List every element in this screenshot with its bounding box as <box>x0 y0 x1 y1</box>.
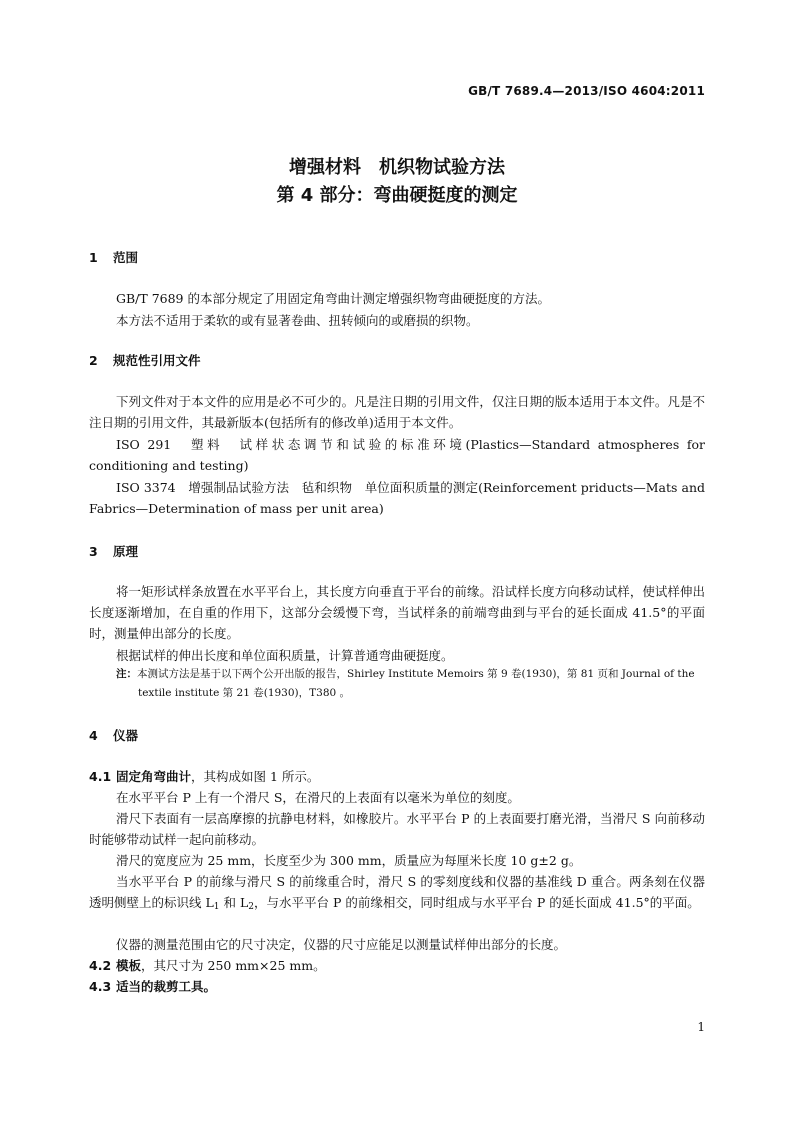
note-label: 注： <box>116 668 137 680</box>
page-number: 1 <box>697 1020 705 1034</box>
section-1-para-1: GB/T 7689 的本部分规定了用固定角弯曲计测定增强织物弯曲硬挺度的方法。 <box>116 291 550 306</box>
section-4-heading: 4 仪器 <box>89 728 139 743</box>
section-3-note: 注：本测试方法是基于以下两个公开出版的报告，Shirley Institute Memoirs 第 9 卷(1930)，第 81 页和 Journal of the textile institute 第 21 卷(1930)，T380 。 <box>116 668 695 699</box>
clause-4-1: 4.1 固定角弯曲计，其构成如图 1 所示。 <box>89 769 320 784</box>
section-2-heading: 2 规范性引用文件 <box>89 353 201 368</box>
clause-4-1-para-5: 仪器的测量范围由它的尺寸决定，仪器的尺寸应能足以测量试样伸出部分的长度。 <box>116 937 567 952</box>
clause-4-3: 4.3 适当的裁剪工具。 <box>89 979 217 994</box>
section-3-heading: 3 原理 <box>89 544 139 559</box>
section-2-ref-iso3374: ISO 3374 增强制品试验方法 毡和织物 单位面积质量的测定(Reinforcement priducts—Mats and Fabrics—Determination of mass per unit area) <box>89 480 705 516</box>
section-2-ref-iso291: ISO 291 塑料 试样状态调节和试验的标准环境(Plastics—Standard atmospheres for conditioning and testing) <box>89 437 705 473</box>
standard-code: GB/T 7689.4—2013/ISO 4604:2011 <box>468 84 705 98</box>
section-3-para-1: 将一矩形试样条放置在水平平台上，其长度方向垂直于平台的前缘。沿试样长度方向移动试样，使试样伸出长度逐渐增加，在自重的作用下，这部分会缓慢下弯，当试样条的前端弯曲到与平台的延长面成 41.5°的平面时，测量伸出部分的长度。 <box>89 584 705 641</box>
clause-4-1-para-4: 当水平平台 P 的前缘与滑尺 S 的前缘重合时，滑尺 S 的零刻度线和仪器的基准线 D 重合。两条刻在仪器透明侧壁上的标识线 $L_1$ 和 $L_2$，与水平平台 P 的前缘相交，同时组成与水平平台 P 的延长面成 41.5°的平面。 <box>89 874 705 912</box>
document-title-line1: 增强材料 机织物试验方法 <box>289 157 505 178</box>
document-title-line2: 第 4 部分：弯曲硬挺度的测定 <box>276 185 518 206</box>
clause-4-1-para-3: 滑尺的宽度应为 25 mm，长度至少为 300 mm，质量应为每厘米长度 10 g±2 g。 <box>116 853 582 868</box>
section-2-para-1: 下列文件对于本文件的应用是必不可少的。凡是注日期的引用文件，仅注日期的版本适用于本文件。凡是不注日期的引用文件，其最新版本(包括所有的修改单)适用于本文件。 <box>89 394 705 430</box>
section-3-para-2: 根据试样的伸出长度和单位面积质量，计算普通弯曲硬挺度。 <box>116 648 454 663</box>
section-1-heading: 1 范围 <box>89 250 139 265</box>
clause-4-1-para-2: 滑尺下表面有一层高摩擦的抗静电材料，如橡胶片。水平平台 P 的上表面要打磨光滑，当滑尺 S 向前移动时能够带动试样一起向前移动。 <box>89 811 705 847</box>
section-1-para-2: 本方法不适用于柔软的或有显著卷曲、扭转倾向的或磨损的织物。 <box>116 313 479 328</box>
clause-4-1-para-1: 在水平平台 P 上有一个滑尺 S，在滑尺的上表面有以毫米为单位的刻度。 <box>116 790 520 805</box>
clause-4-2: 4.2 模板，其尺寸为 250 mm×25 mm。 <box>89 958 326 973</box>
